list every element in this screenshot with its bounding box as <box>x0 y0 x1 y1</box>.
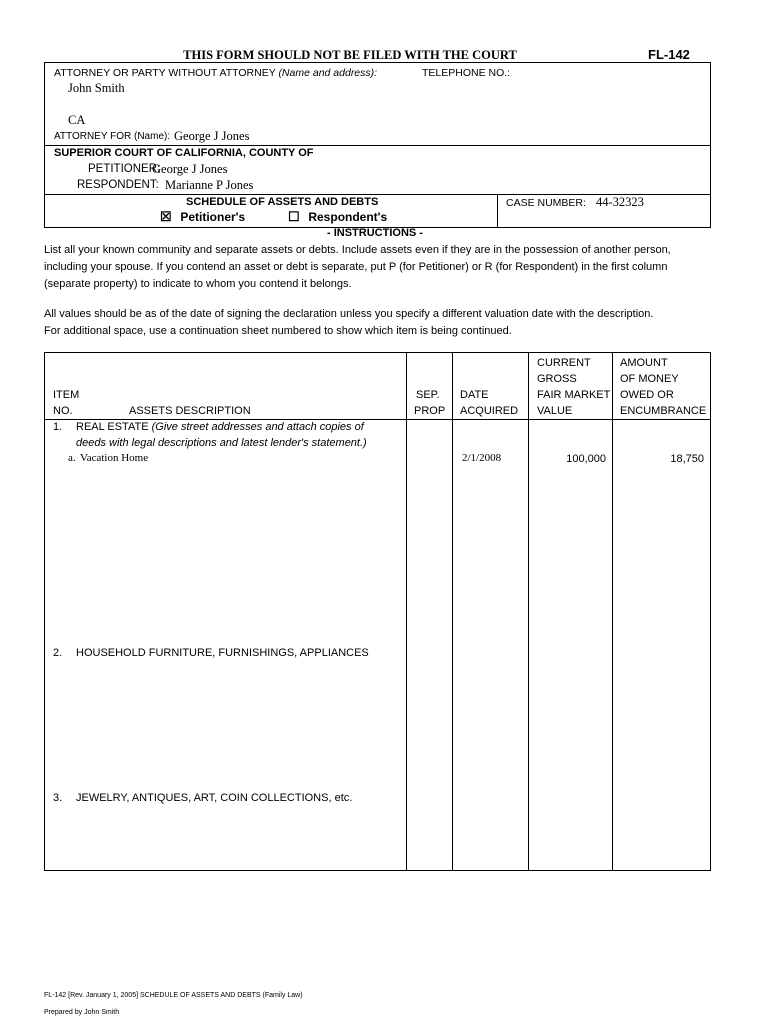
item-1-number: 1. <box>53 421 63 433</box>
item-1-title <box>76 421 364 433</box>
petitioner-label: PETITIONER: <box>88 163 161 175</box>
item-1-note-a: (Give street addresses and attach copies of <box>151 421 364 433</box>
instructions-heading: - INSTRUCTIONS - <box>327 227 423 239</box>
attorney-name[interactable]: John Smith <box>68 81 125 95</box>
petitioner-option[interactable] <box>160 210 245 224</box>
attorney-address[interactable]: CA <box>68 113 86 127</box>
col-item-1: ITEM <box>53 389 80 401</box>
item-1-note-b-text: deeds with legal descriptions and latest lender's statement.) <box>76 437 367 449</box>
item-2-number: 2. <box>53 647 63 659</box>
respondent-option[interactable] <box>288 210 387 224</box>
footer-form-info: FL-142 [Rev. January 1, 2005] SCHEDULE OF ASSETS AND DEBTS (Family Law) <box>44 992 303 999</box>
instructions-line-1: List all your known community and separate assets or debts. Include assets even if they are in the possession of another person, <box>44 244 671 256</box>
divider <box>452 352 453 871</box>
respondent-checkbox[interactable]: ☐ <box>288 209 300 224</box>
respondent-label: RESPONDENT: <box>77 179 159 191</box>
item-1a-description[interactable]: Vacation Home <box>80 452 149 464</box>
attorney-label-prefix: ATTORNEY OR PARTY WITHOUT ATTORNEY <box>54 67 276 79</box>
court-heading: SUPERIOR COURT OF CALIFORNIA, COUNTY OF <box>54 147 314 159</box>
respondent-option-label: Respondent's <box>308 210 388 224</box>
item-1a-date-acquired[interactable]: 2/1/2008 <box>462 452 502 464</box>
col-date-2: ACQUIRED <box>460 405 519 417</box>
divider <box>44 419 711 420</box>
item-3-title: JEWELRY, ANTIQUES, ART, COIN COLLECTIONS, etc. <box>76 792 353 804</box>
respondent-value[interactable]: Marianne P Jones <box>165 178 254 192</box>
footer-prepared-by: Prepared by John Smith <box>44 1009 120 1016</box>
col-sep-2: PROP <box>414 405 446 417</box>
schedule-title: SCHEDULE OF ASSETS AND DEBTS <box>186 196 379 208</box>
item-1-title-text: REAL ESTATE <box>76 421 149 433</box>
telephone-label: TELEPHONE NO.: <box>422 67 511 79</box>
attorney-label <box>54 67 377 79</box>
col-fmv-4: VALUE <box>537 405 573 417</box>
attorney-for-label: ATTORNEY FOR (Name): <box>54 131 171 142</box>
item-1-note-b <box>76 437 367 449</box>
instructions-line-4: All values should be as of the date of signing the declaration unless you specify a different valuation date with the description. <box>44 308 654 320</box>
item-1a-label: a. <box>68 452 76 464</box>
divider <box>612 352 613 871</box>
petitioner-value[interactable]: George J Jones <box>152 162 228 176</box>
col-date-1: DATE <box>460 389 489 401</box>
item-1a-market-value[interactable]: 100,000 <box>566 453 606 465</box>
col-assets-description: ASSETS DESCRIPTION <box>129 405 251 417</box>
col-fmv-2: GROSS <box>537 373 577 385</box>
case-number-label: CASE NUMBER: <box>506 197 586 209</box>
col-sep-1: SEP. <box>416 389 440 401</box>
petitioner-option-label: Petitioner's <box>180 210 246 224</box>
attorney-for-value[interactable]: George J Jones <box>174 129 250 143</box>
case-number-value[interactable]: 44-32323 <box>596 195 644 209</box>
divider <box>406 352 407 871</box>
divider <box>497 194 498 228</box>
instructions-line-2: including your spouse. If you contend an asset or debt is separate, put P (for Petitioner) or R (for Respondent) in the first column <box>44 261 668 273</box>
item-3-number: 3. <box>53 792 63 804</box>
col-amount-2: OF MONEY <box>620 373 679 385</box>
item-2-title: HOUSEHOLD FURNITURE, FURNISHINGS, APPLIANCES <box>76 647 369 659</box>
col-amount-4: ENCUMBRANCE <box>620 405 707 417</box>
col-amount-3: OWED OR <box>620 389 674 401</box>
form-header-title: THIS FORM SHOULD NOT BE FILED WITH THE COURT <box>183 48 517 62</box>
instructions-line-3: (separate property) to indicate to whom you contend it belongs. <box>44 278 352 290</box>
col-amount-1: AMOUNT <box>620 357 668 369</box>
attorney-label-suffix: (Name and address): <box>278 67 378 79</box>
col-fmv-3: FAIR MARKET <box>537 389 611 401</box>
item-1a-amount-owed[interactable]: 18,750 <box>670 453 704 465</box>
divider <box>44 145 711 146</box>
col-fmv-1: CURRENT <box>537 357 591 369</box>
petitioner-checkbox[interactable]: ☒ <box>160 209 172 224</box>
form-id: FL-142 <box>648 47 690 62</box>
col-item-2: NO. <box>53 405 73 417</box>
instructions-line-5: For additional space, use a continuation sheet numbered to show which item is being continued. <box>44 325 512 337</box>
divider <box>528 352 529 871</box>
